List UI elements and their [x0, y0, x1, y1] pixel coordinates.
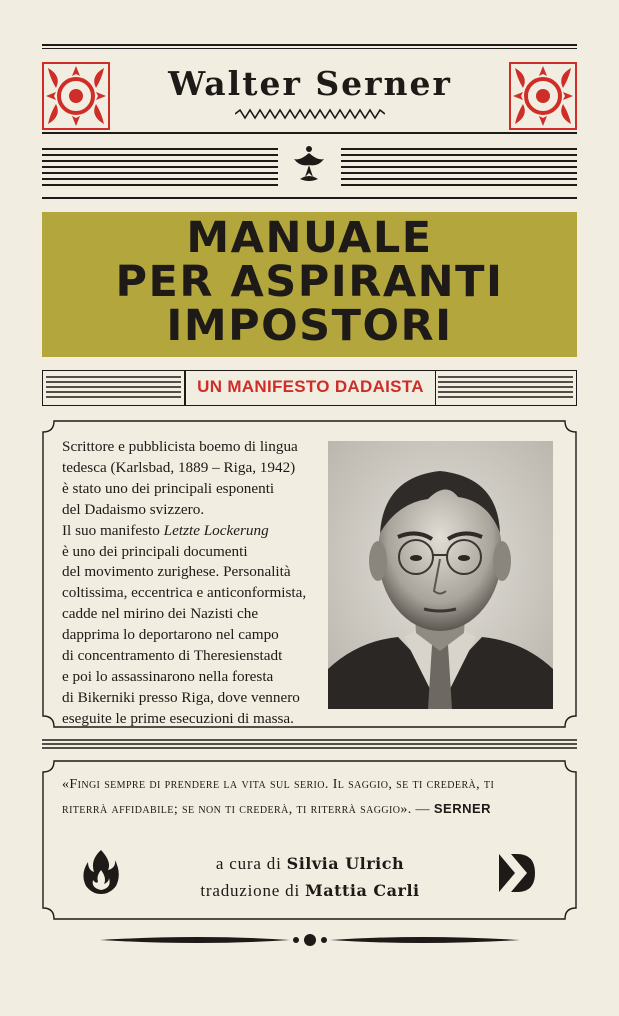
fleur-ornament-icon: [286, 143, 332, 189]
zigzag-divider: [235, 108, 385, 120]
bio-line: dapprima lo deportarono nel campo: [62, 626, 279, 644]
quote-author: SERNER: [433, 801, 492, 816]
band-rule: [42, 197, 577, 199]
bio-line: è uno dei principali documenti: [62, 542, 248, 560]
title-line: IMPOSTORI: [166, 301, 453, 351]
bio-line: è stato uno dei principali esponenti: [62, 479, 275, 497]
credits: [150, 850, 470, 904]
bio-line: di Bikerniki presso Riga, dove vennero: [62, 688, 300, 706]
translator-name: Mattia Carli: [305, 881, 420, 900]
bio-line: cadde nel mirino dei Nazisti che: [62, 605, 259, 623]
bio-line: Scrittore e pubblicista boemo di lingua: [62, 438, 298, 455]
floral-ornament-icon: [509, 62, 577, 130]
author-portrait: [328, 441, 553, 709]
bio-line-text: Il suo manifesto: [62, 521, 164, 539]
quote-line-text: riterrà affidabile; se non ti crederà, ti riterrà saggio».: [62, 802, 412, 817]
curator-line: [150, 850, 470, 877]
top-rule-thin: [42, 48, 577, 49]
header-bottom-rule: [42, 132, 577, 134]
quote-line: «Fingi sempre di prendere la vita sul serio. Il saggio, se ti crederà, ti: [62, 777, 495, 792]
curator-name: Silvia Ulrich: [286, 854, 405, 873]
subtitle: UN MANIFESTO DADAISTA: [197, 377, 424, 396]
author-name: Walter Serner: [168, 64, 452, 103]
bio-line: del Dadaismo svizzero.: [62, 500, 205, 518]
translator-line: [150, 877, 470, 904]
bio-line: eseguite le prime esecuzioni di massa.: [62, 709, 294, 727]
flame-logo-icon: [82, 848, 120, 896]
manifesto-title: Letzte Lockerung: [163, 521, 269, 539]
divider-band: [42, 738, 577, 752]
curator-prefix: a cura di: [215, 854, 287, 873]
book-title: [42, 213, 577, 351]
bio-line: [62, 521, 324, 542]
bio-line: coltissima, eccentrica e anticonformista,: [62, 584, 307, 602]
quote-dash: —: [411, 802, 434, 817]
bio-line: e poi lo assassinarono nella foresta: [62, 667, 274, 685]
bio-line: tedesca (Karlsbad, 1889 – Riga, 1942): [62, 458, 296, 476]
publisher-d-logo-icon: [497, 852, 537, 894]
quote: [62, 773, 562, 822]
floral-ornament-icon: [42, 62, 110, 130]
quote-line: [62, 797, 562, 822]
title-line: MANUALE: [186, 213, 433, 263]
bio-line: di concentramento di Theresienstadt: [62, 647, 283, 665]
author-bio: [62, 437, 324, 730]
bio-line: del movimento zurighese. Personalità: [62, 563, 291, 581]
title-line: PER ASPIRANTI: [115, 257, 504, 307]
top-rule: [42, 44, 577, 46]
bottom-ornament: [100, 928, 520, 952]
translator-prefix: traduzione di: [200, 881, 306, 900]
